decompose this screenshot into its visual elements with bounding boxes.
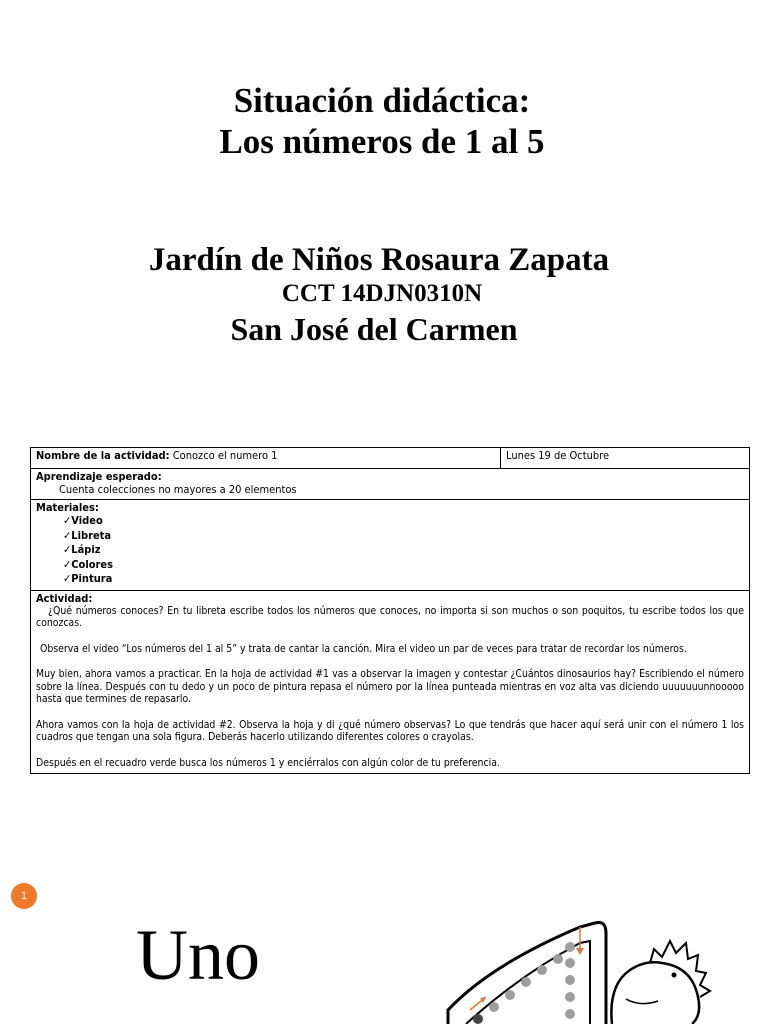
checkmark-icon: ✓: [63, 514, 72, 527]
number-one-tracing-illustration: [430, 915, 730, 1024]
activity-table: [30, 447, 750, 774]
checkmark-icon: ✓: [63, 572, 72, 585]
tracing-dot: [521, 977, 531, 987]
school-city: San José del Carmen: [230, 311, 518, 347]
checkmark-icon: ✓: [63, 557, 72, 571]
materials-cell: [31, 500, 750, 591]
dinosaur-illustration: [611, 941, 710, 1024]
tracing-dot: [473, 1014, 483, 1024]
activity-paragraph-4: Ahora vamos con la hoja de actividad #2. Observa la hoja y di ¿qué número observas? Lo que tendrás que hacer aquí será unir con el número 1 los cuadros que tengan una sola figura. Deberás hacerlo utilizando diferentes colores o crayolas.: [36, 718, 744, 743]
activity-paragraph-5: Después en el recuadro verde busca los números 1 y enciérralos con algún color de tu preferencia.: [36, 756, 500, 769]
activity-paragraph-2: Observa el video “Los números del 1 al 5” y trata de cantar la canción. Mira el video un par de veces para tratar de recordar los números.: [40, 642, 687, 655]
material-item: [36, 572, 744, 587]
materials-label: Materiales:: [36, 501, 99, 514]
title-line-2: Los números de 1 al 5: [219, 122, 545, 161]
material-item: [36, 543, 744, 558]
school-name: Jardín de Niños Rosaura Zapata: [148, 242, 610, 278]
tracing-dot: [565, 958, 575, 968]
checkmark-icon: ✓: [63, 543, 72, 556]
tracing-dot: [565, 992, 575, 1002]
arrow-head-icon: [576, 948, 584, 955]
material-label: Pintura: [71, 572, 113, 585]
page-number-badge: 1: [11, 883, 37, 909]
tracing-dot: [505, 990, 515, 1000]
expected-learning-label: Aprendizaje esperado:: [36, 470, 162, 483]
school-cct: CCT 14DJN0310N: [281, 280, 483, 307]
materials-row: [31, 500, 750, 591]
activity-description-row: [31, 590, 750, 774]
material-item: [36, 529, 744, 544]
activity-paragraph-1: ¿Qué números conoces? En tu libreta escribe todos los números que conoces, no importa si son muchos o son poquitos, tu escribe todos los que conozcas.: [36, 604, 744, 629]
expected-learning-value: Cuenta colecciones no mayores a 20 elementos: [59, 483, 297, 496]
tracing-dot: [537, 965, 547, 975]
checkmark-icon: ✓: [63, 528, 72, 542]
number-word: Uno: [136, 915, 260, 995]
tracing-dot: [565, 942, 575, 952]
material-item: [36, 514, 744, 529]
activity-name-label: Nombre de la actividad:: [36, 449, 170, 462]
title-line-1: Situación didáctica:: [233, 81, 531, 120]
activity-name-row: [31, 448, 750, 469]
tracing-dot: [565, 1009, 575, 1019]
activity-name-value: Conozco el numero 1: [172, 449, 278, 462]
activity-date-cell: [501, 448, 750, 469]
material-label: Video: [71, 514, 103, 527]
material-label: Colores: [71, 557, 114, 571]
material-label: Lápiz: [71, 543, 101, 556]
material-item: [36, 558, 744, 573]
tracing-dot: [565, 975, 575, 985]
tracing-dot: [553, 954, 563, 964]
tracing-dot: [489, 1002, 499, 1012]
expected-learning-row: [31, 469, 750, 500]
activity-name-cell: [31, 448, 501, 469]
expected-learning-cell: [31, 469, 750, 500]
activity-paragraph-3: Muy bien, ahora vamos a practicar. En la hoja de actividad #1 vas a observar la imagen y contestar ¿Cuántos dinosaurios hay? Escribiendo el número sobre la línea. Después con tu dedo y un poco de pintura repasa el número por la línea punteada mientras en voz alta vas diciendo uuuuuuunnooooo hasta que termines de repasarlo.: [36, 668, 744, 705]
activity-date: Lunes 19 de Octubre: [506, 449, 610, 462]
activity-label: Actividad:: [36, 591, 93, 605]
material-label: Libreta: [71, 528, 112, 542]
activity-description-cell: [31, 590, 750, 774]
